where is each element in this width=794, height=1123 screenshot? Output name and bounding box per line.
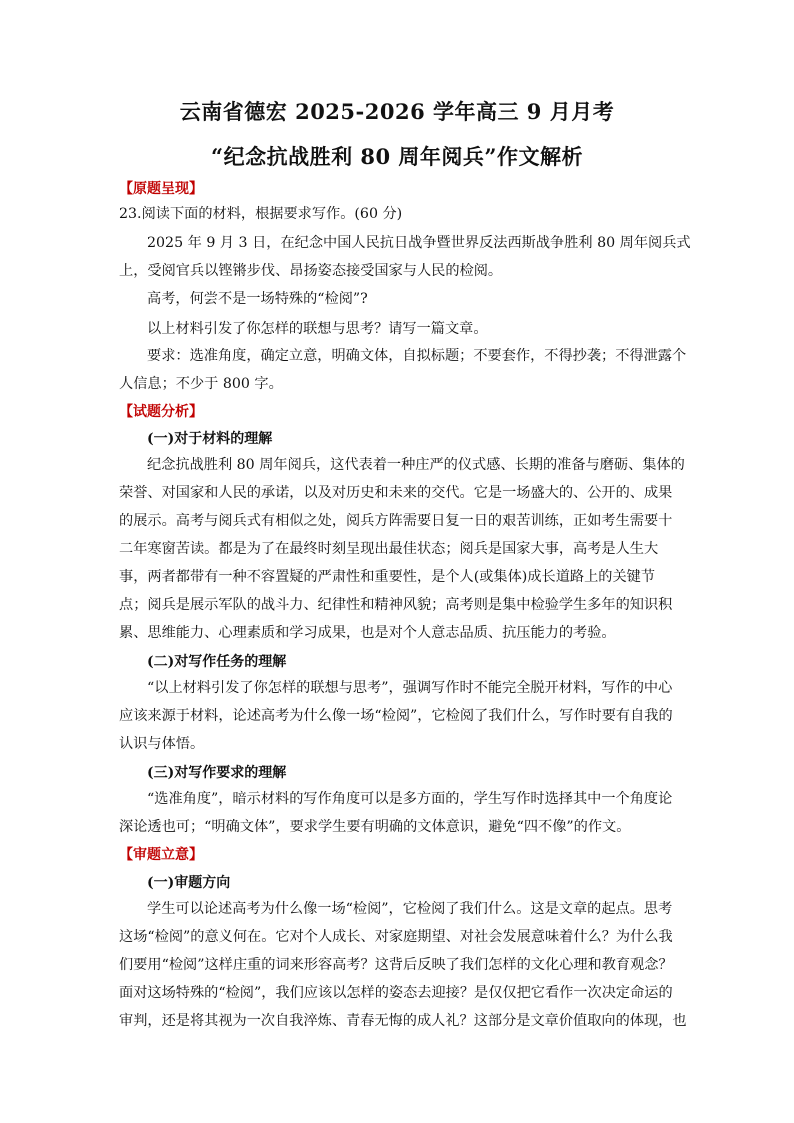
requirement-analysis-line: “选准角度”，暗示材料的写作角度可以是多方面的，学生写作时选择其中一个角度论 [147, 791, 673, 807]
subheading-requirements: (三)对写作要求的理解 [147, 765, 287, 781]
direction-line: 审判，还是将其视为一次自我淬炼、青春无悔的成人礼？这部分是文章价值取向的体现，也 [119, 1013, 687, 1029]
material-paragraph-line: 以上材料引发了你怎样的联想与思考？请写一篇文章。 [147, 321, 488, 337]
question-header: 23.阅读下面的材料，根据要求写作。(60 分) [119, 206, 403, 222]
direction-line: 们要用“检阅”这样庄重的词来形容高考？这背后反映了我们怎样的文化心理和教育观念？ [119, 957, 673, 973]
analysis-line: 荣誉、对国家和人民的承诺，以及对历史和未来的交代。它是一场盛大的、公开的、成果 [119, 485, 673, 501]
task-line: “以上材料引发了你怎样的联想与思考”，强调写作时不能完全脱开材料，写作的中心 [147, 680, 673, 696]
subheading-material: (一)对于材料的理解 [147, 431, 273, 447]
analysis-line: 二年寒窗苦读。都是为了在最终时刻呈现出最佳状态；阅兵是国家大事，高考是人生大 [119, 541, 659, 557]
document-subtitle: “纪念抗战胜利 80 周年阅兵”作文解析 [210, 144, 583, 169]
subheading-direction: (一)审题方向 [147, 875, 231, 891]
direction-line: 这场“检阅”的意义何在。它对个人成长、对家庭期望、对社会发展意味着什么？为什么我 [119, 929, 673, 945]
subheading-task: (二)对写作任务的理解 [147, 654, 287, 670]
task-line: 认识与体悟。 [119, 736, 205, 752]
material-paragraph-line: 2025 年 9 月 3 日，在纪念中国人民抗日战争暨世界反法西斯战争胜利 80 周年阅兵式 [147, 235, 691, 251]
analysis-line: 累、思维能力、心理素质和学习成果，也是对个人意志品质、抗压能力的考验。 [119, 625, 616, 641]
document-title: 云南省德宏 2025-2026 学年高三 9 月月考 [179, 99, 615, 124]
analysis-line: 事，两者都带有一种不容置疑的严肃性和重要性，是个人(或集体)成长道路上的关键节 [119, 569, 656, 585]
task-line: 应该来源于材料，论述高考为什么像一场“检阅”，它检阅了我们什么，写作时要有自我的 [119, 708, 673, 724]
section-heading-original-question: 【原题呈现】 [119, 181, 203, 197]
analysis-line: 点；阅兵是展示军队的战斗力、纪律性和精神风貌；高考则是集中检验学生多年的知识积 [119, 597, 673, 613]
analysis-line: 的展示。高考与阅兵式有相似之处，阅兵方阵需要日复一日的艰苦训练，正如考生需要十 [119, 513, 673, 529]
material-paragraph-line: 高考，何尝不是一场特殊的“检阅”? [147, 291, 368, 307]
section-heading-analysis: 【试题分析】 [119, 404, 203, 420]
requirements-line: 人信息；不少于 800 字。 [119, 376, 283, 392]
direction-line: 面对这场特殊的“检阅”，我们应该以怎样的姿态去迎接？是仅仅把它看作一次决定命运的 [119, 985, 673, 1001]
direction-line: 学生可以论述高考为什么像一场“检阅”，它检阅了我们什么。这是文章的起点。思考 [147, 901, 673, 917]
section-heading-intent: 【审题立意】 [119, 847, 203, 863]
analysis-line: 纪念抗战胜利 80 周年阅兵，这代表着一种庄严的仪式感、长期的准备与磨砺、集体的 [147, 457, 685, 473]
requirement-analysis-line: 深论透也可；“明确文体”，要求学生要有明确的文体意识，避免“四不像”的作文。 [119, 819, 631, 835]
requirements-line: 要求：选准角度，确定立意，明确文体，自拟标题；不要套作，不得抄袭；不得泄露个 [147, 348, 687, 364]
material-paragraph-line: 上，受阅官兵以铿锵步伐、昂扬姿态接受国家与人民的检阅。 [119, 263, 503, 279]
